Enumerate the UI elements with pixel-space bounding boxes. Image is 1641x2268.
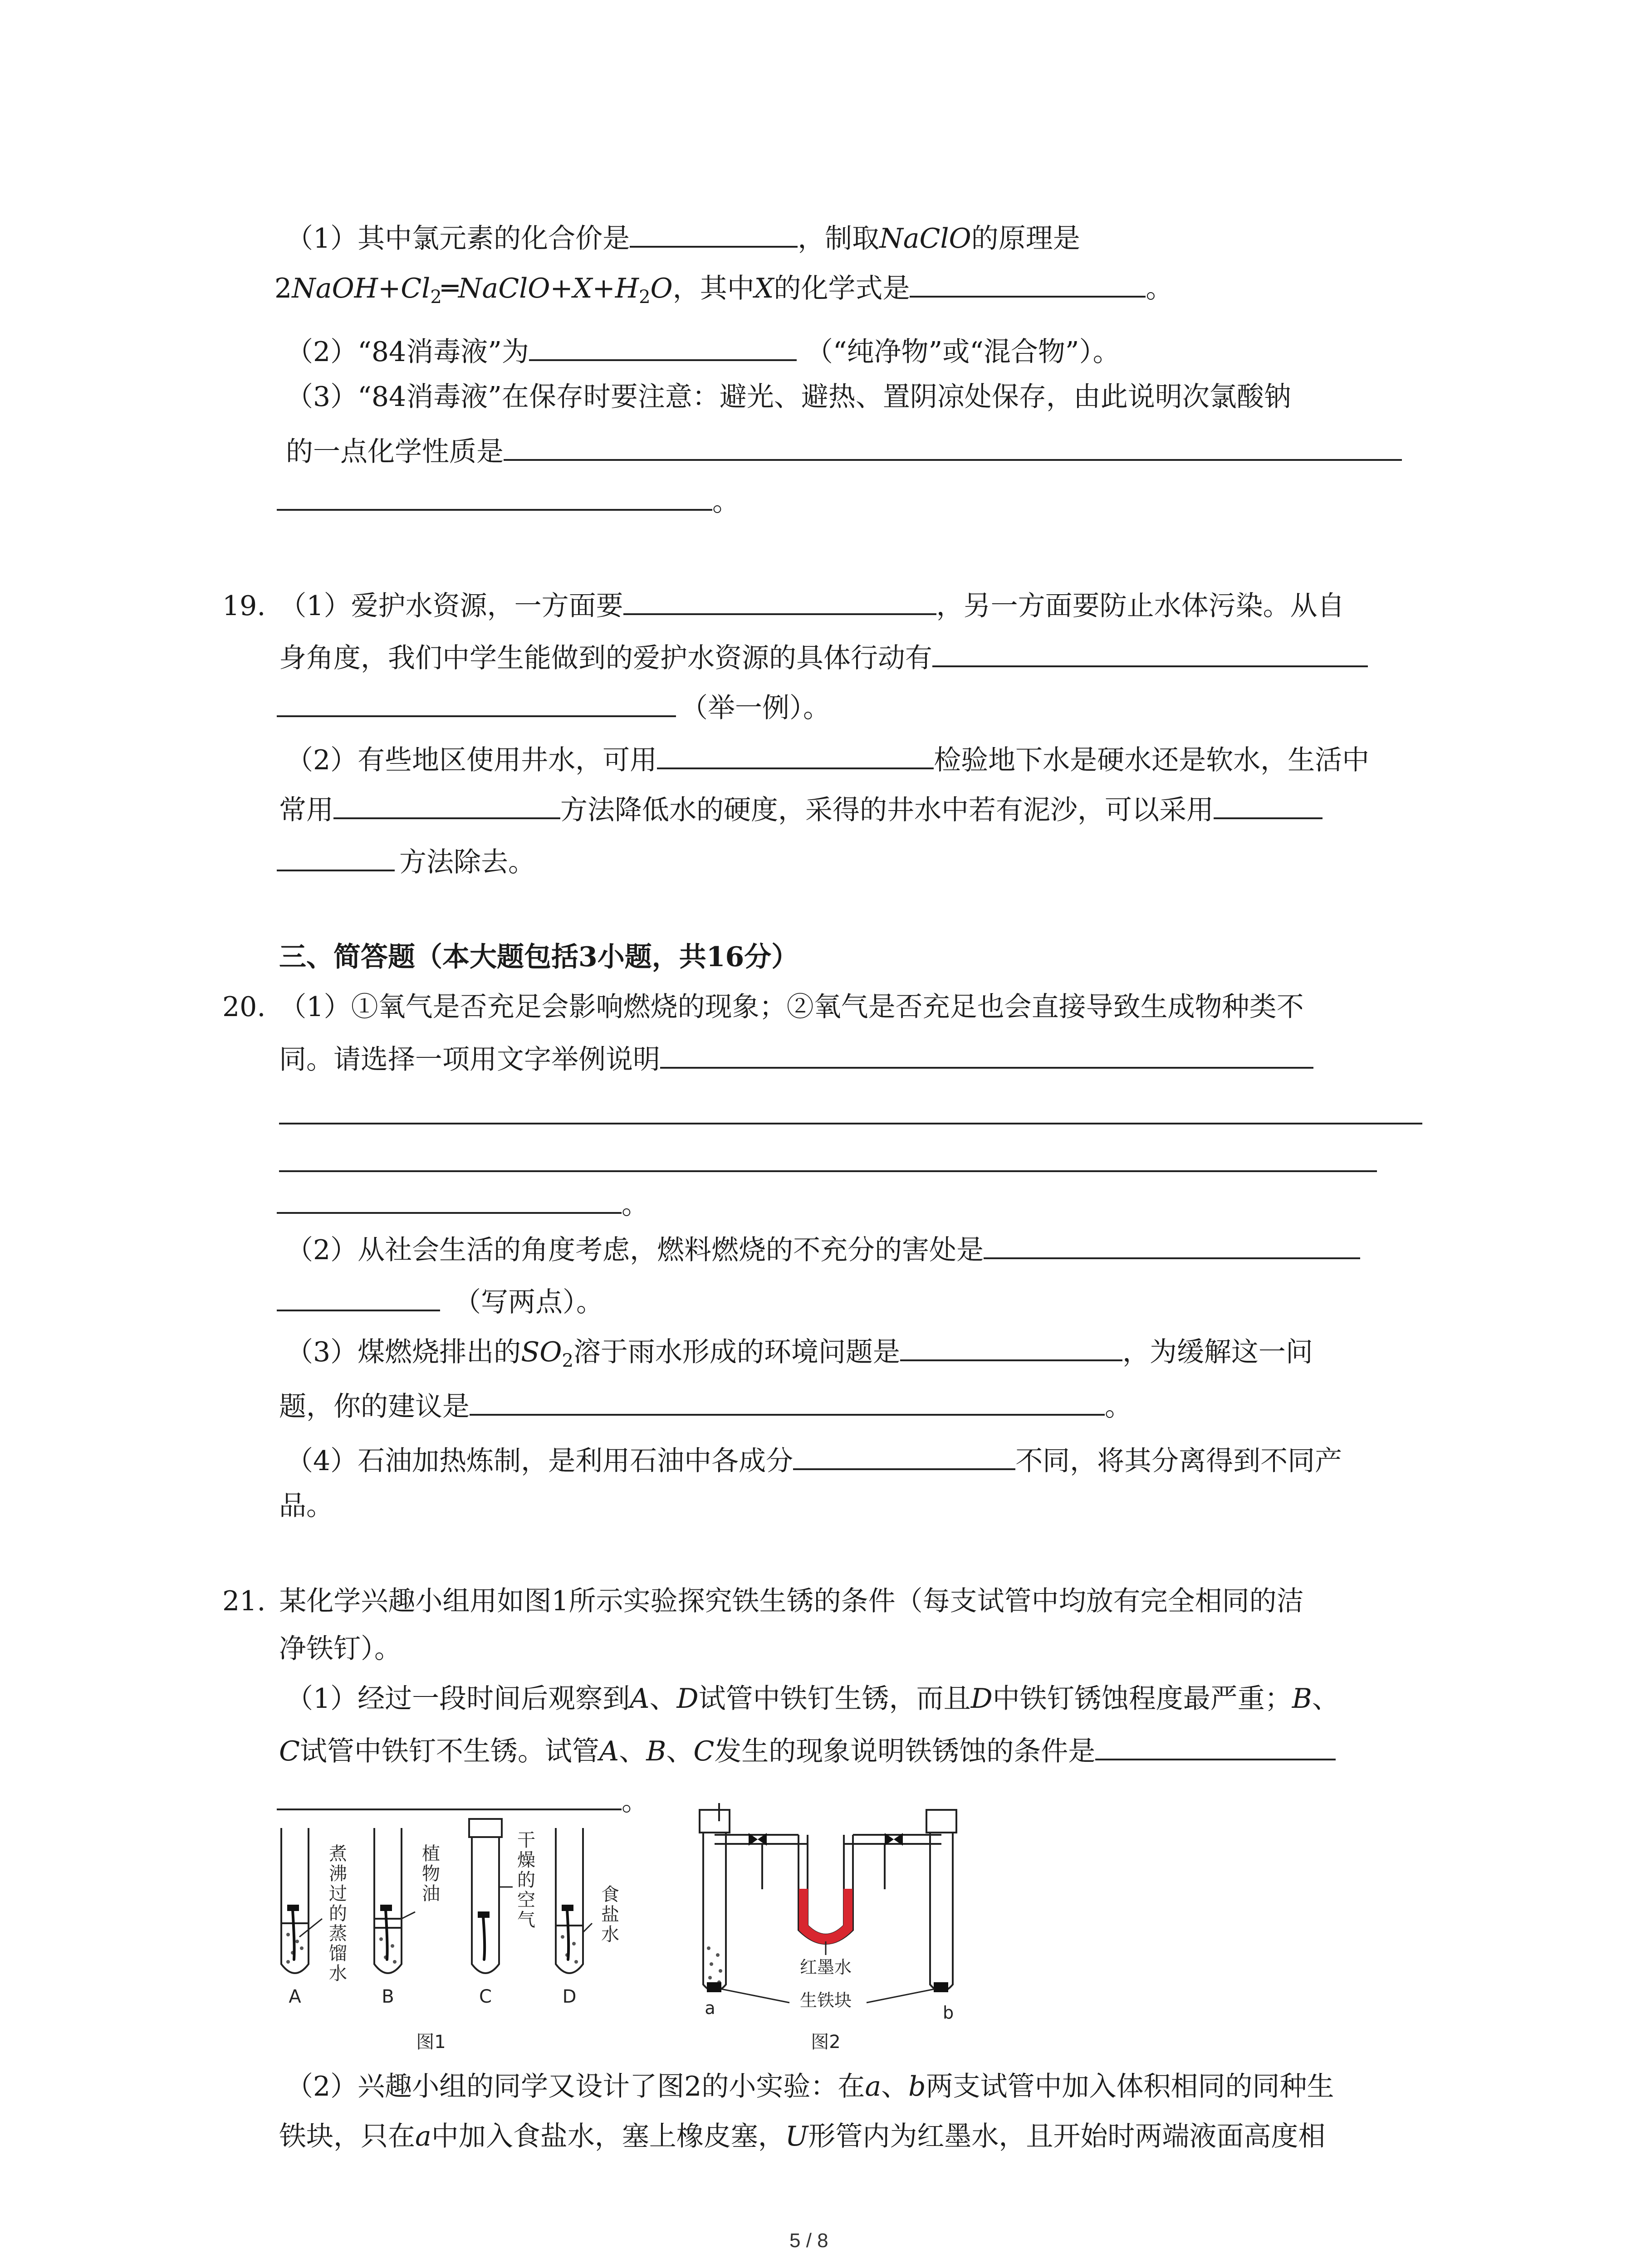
q20-p3-end: 。 (1105, 1391, 1132, 1422)
eq-coef: 2 (274, 273, 292, 304)
u-tube-italic: U (785, 2121, 808, 2152)
q20-number: 20. (222, 991, 266, 1023)
q20-part3-line2 (279, 1386, 1132, 1425)
sep3: 、 (619, 1735, 647, 1767)
q18-property-blank2[interactable] (277, 481, 712, 511)
q20-p4-text3: 品。 (279, 1490, 333, 1522)
sep4: 、 (666, 1735, 694, 1767)
q18-p1-text2: ，制取 (798, 223, 880, 254)
formula-naclo: NaClO (879, 223, 971, 254)
q18-part2-line (286, 331, 1120, 370)
q20-p3-text3: ，为缓解这一问 (1122, 1336, 1313, 1368)
q21-part1-line2 (279, 1730, 1336, 1769)
figure-1 (272, 1810, 671, 2064)
tube-b-italic: b (908, 2071, 926, 2102)
tube-c-ref: C (279, 1735, 300, 1767)
q21-p1-end: 。 (622, 1785, 649, 1817)
q19-text2: ，另一方面要防止水体污染。从自 (936, 590, 1345, 622)
q19-text7: 常用 (279, 794, 333, 826)
sep2: 、 (1312, 1683, 1339, 1715)
eq-text: ，其中 (672, 273, 754, 304)
q18-part3-line3 (277, 481, 740, 520)
q20-end: 。 (622, 1189, 649, 1221)
q20-part2-line1 (286, 1229, 1360, 1268)
label-iron-block: 生铁块 (799, 1990, 852, 2010)
label-boiled-water: 煮沸过的蒸馏水 (329, 1843, 347, 1984)
q18-valence-blank[interactable] (630, 218, 798, 248)
q19-blank1[interactable] (623, 585, 936, 615)
q21-text2: 净铁钉）。 (279, 1633, 402, 1665)
q21-p1-text4: 试管中铁钉不生锈。试管 (299, 1735, 599, 1767)
iron-block-b (934, 1982, 948, 1992)
q19-line4 (286, 739, 1369, 778)
q19-line5 (279, 789, 1323, 828)
tube-a-label: A (289, 1986, 301, 2007)
q20-p2-text2: （写两点）。 (454, 1286, 603, 1318)
q19-test-blank[interactable] (657, 739, 934, 769)
q20-part4-line1 (286, 1440, 1342, 1479)
q20-p3-text4: 题，你的建议是 (279, 1391, 470, 1422)
q18-property-blank[interactable] (504, 431, 1402, 461)
formula-so2-sub: 2 (562, 1350, 573, 1371)
q21-condition-blank[interactable] (1095, 1730, 1336, 1760)
q20-answer-blank3[interactable] (277, 1184, 622, 1214)
q21-p1-text3: 中铁钉锈蚀程度最严重； (992, 1683, 1292, 1715)
q19-filter-blank[interactable] (1214, 789, 1323, 819)
q19-text3: 身角度，我们中学生能做到的爱护水资源的具体行动有 (279, 642, 932, 674)
q19-text5: （2）有些地区使用井水，可用 (286, 744, 657, 776)
figure-2-caption: 图2 (811, 2032, 841, 2053)
q18-x-formula-blank[interactable] (910, 268, 1146, 298)
q19-text9: 方法除去。 (399, 846, 535, 878)
q18-p3-end: 。 (712, 486, 740, 518)
eq-sub-h2: 2 (639, 287, 651, 308)
q20-boiling-blank[interactable] (793, 1440, 1015, 1470)
q19-text8: 方法降低水的硬度，采得的井水中若有泥沙，可以采用 (560, 794, 1214, 826)
q18-p2-text: （2）“84消毒液”为 (286, 336, 529, 368)
tube-a-ref2: A (599, 1735, 619, 1767)
q20-p3-text2: 溶于雨水形成的环境问题是 (573, 1336, 900, 1368)
tube-b-ref2: B (646, 1735, 666, 1767)
q20-part3-line1 (286, 1331, 1313, 1379)
eq-equals: ═ (441, 273, 458, 304)
tube-a-italic: a (865, 2071, 882, 2102)
q19-action-blank2[interactable] (277, 687, 676, 717)
q20-answer-rule1[interactable] (279, 1123, 1422, 1124)
tube-b-label: B (382, 1986, 394, 2007)
tube-a-fig2-label: a (705, 1998, 715, 2018)
q21-part2-line1 (286, 2068, 1334, 2105)
q21-text: 某化学兴趣小组用如图1所示实验探究铁生锈的条件（每支试管中均放有完全相同的洁 (279, 1585, 1304, 1617)
q21-number: 21. (222, 1585, 266, 1617)
label-salt-water: 食盐水 (601, 1884, 619, 1945)
q19-number: 19. (222, 590, 266, 622)
q18-p3-text2: 的一点化学性质是 (286, 436, 504, 468)
q18-p1-text3: 的原理是 (971, 223, 1080, 254)
q19-line1 (222, 585, 1345, 624)
eq-text2: 的化学式是 (774, 273, 910, 304)
eq-x: X (754, 273, 774, 304)
q19-line6 (277, 841, 535, 880)
q19-text: （1）爱护水资源，一方面要 (279, 590, 623, 622)
sep: 、 (649, 1683, 677, 1715)
tube-d-ref2: D (970, 1683, 993, 1715)
q21-part2-line2 (279, 2118, 1325, 2155)
formula-so2: SO (521, 1336, 562, 1368)
q20-line2 (279, 1039, 1313, 1078)
eq-products: NaClO+X+H (458, 273, 639, 304)
q20-text: （1）①氧气是否充足会影响燃烧的现象；②氧气是否充足也会直接导致生成物种类不 (279, 991, 1304, 1023)
q18-part3-line2 (286, 431, 1402, 470)
q19-action-blank[interactable] (932, 637, 1368, 667)
q21-p1-text2: 试管中铁钉生锈，而且 (698, 1683, 971, 1715)
tube-a-italic2: a (415, 2121, 431, 2152)
q21-p2-text3: 铁块，只在 (279, 2121, 415, 2152)
q21-line2 (279, 1631, 402, 1667)
q18-p2-text2: （“纯净物”或“混合物”）。 (805, 336, 1120, 368)
q21-p2-text: （2）兴趣小组的同学又设计了图2的小实验：在 (286, 2071, 865, 2102)
q20-p4-text: （4）石油加热炼制，是利用石油中各成分 (286, 1445, 794, 1477)
q21-line1 (222, 1583, 1304, 1619)
q19-line3 (277, 687, 830, 726)
q20-env-blank[interactable] (900, 1331, 1122, 1361)
section3-heading (279, 939, 798, 975)
q21-p2-text5: 形管内为红墨水，且开始时两端液面高度相 (808, 2121, 1326, 2152)
q19-soften-blank[interactable] (333, 789, 560, 819)
q20-harm-blank[interactable] (984, 1229, 1360, 1259)
eq-reactants: NaOH+Cl (292, 273, 431, 304)
q18-p3-text: （3）“84消毒液”在保存时要注意：避光、避热、置阴凉处保存，由此说明次氯酸钠 (286, 381, 1291, 413)
q20-text2: 同。请选择一项用文字举例说明 (279, 1044, 660, 1075)
q18-part1-line1 (286, 218, 1080, 257)
q18-84-blank[interactable] (529, 331, 797, 361)
q19-line2 (279, 637, 1368, 676)
eq-oxygen: O (650, 273, 673, 304)
tube-c-ref2: C (693, 1735, 715, 1767)
iron-block-a (707, 1982, 721, 1992)
q20-example-blank[interactable] (660, 1039, 1313, 1069)
tube-b-fig2-label: b (942, 2003, 954, 2023)
q20-part4-line2 (279, 1488, 333, 1524)
page-number: 5 / 8 (789, 2229, 828, 2252)
tube-c-label: C (479, 1986, 492, 2007)
q18-p1-text: （1）其中氯元素的化合价是 (286, 223, 630, 254)
q18-part3-line1 (286, 379, 1291, 415)
eq-sub-2: 2 (430, 287, 442, 308)
figure-1-caption: 图1 (416, 2032, 446, 2053)
tube-a-ref: A (630, 1683, 650, 1715)
label-dry-air: 干燥的空气 (517, 1830, 535, 1931)
q20-part2-line2 (277, 1281, 603, 1320)
q21-p1-text5: 发生的现象说明铁锈蚀的条件是 (714, 1735, 1096, 1767)
eq-end: 。 (1146, 273, 1173, 304)
q20-line5 (277, 1184, 649, 1223)
q19-text4: （举一例）。 (681, 692, 830, 724)
figure-2 (694, 1803, 985, 2057)
q20-p2-text: （2）从社会生活的角度考虑，燃料燃烧的不充分的害处是 (286, 1234, 984, 1266)
tube-b-ref: B (1292, 1683, 1312, 1715)
tube-d-ref: D (676, 1683, 699, 1715)
section3-title: 三、简答题（本大题包括3小题，共16分） (279, 941, 799, 973)
label-vegetable-oil: 植物油 (422, 1843, 440, 1904)
q20-suggest-blank[interactable] (470, 1386, 1105, 1416)
tube-a-fig2 (703, 1830, 726, 1991)
q20-line1 (222, 989, 1304, 1025)
q21-p1-text: （1）经过一段时间后观察到 (286, 1683, 630, 1715)
q21-condition-blank2[interactable] (277, 1780, 622, 1810)
q19-text6: 检验地下水是硬水还是软水，生活中 (934, 744, 1370, 776)
q19-filter-blank2[interactable] (277, 841, 395, 871)
q20-harm-blank2[interactable] (277, 1281, 440, 1311)
q20-p3-text: （3）煤燃烧排出的 (286, 1336, 521, 1368)
q20-answer-rule2[interactable] (279, 1170, 1377, 1172)
q21-p2-text2: 两支试管中加入体积相同的同种生 (926, 2071, 1334, 2102)
q20-p4-text2: 不同，将其分离得到不同产 (1015, 1445, 1342, 1477)
q21-part1-line1 (286, 1681, 1339, 1717)
q18-equation-line (274, 268, 1173, 315)
q21-p2-text4: 中加入食盐水，塞上橡皮塞， (431, 2121, 785, 2152)
tube-d-label: D (562, 1986, 577, 2007)
red-ink (799, 1889, 852, 1944)
sep5: 、 (881, 2071, 909, 2102)
label-red-ink: 红墨水 (799, 1957, 852, 1977)
tube-b-fig2 (930, 1830, 953, 1991)
